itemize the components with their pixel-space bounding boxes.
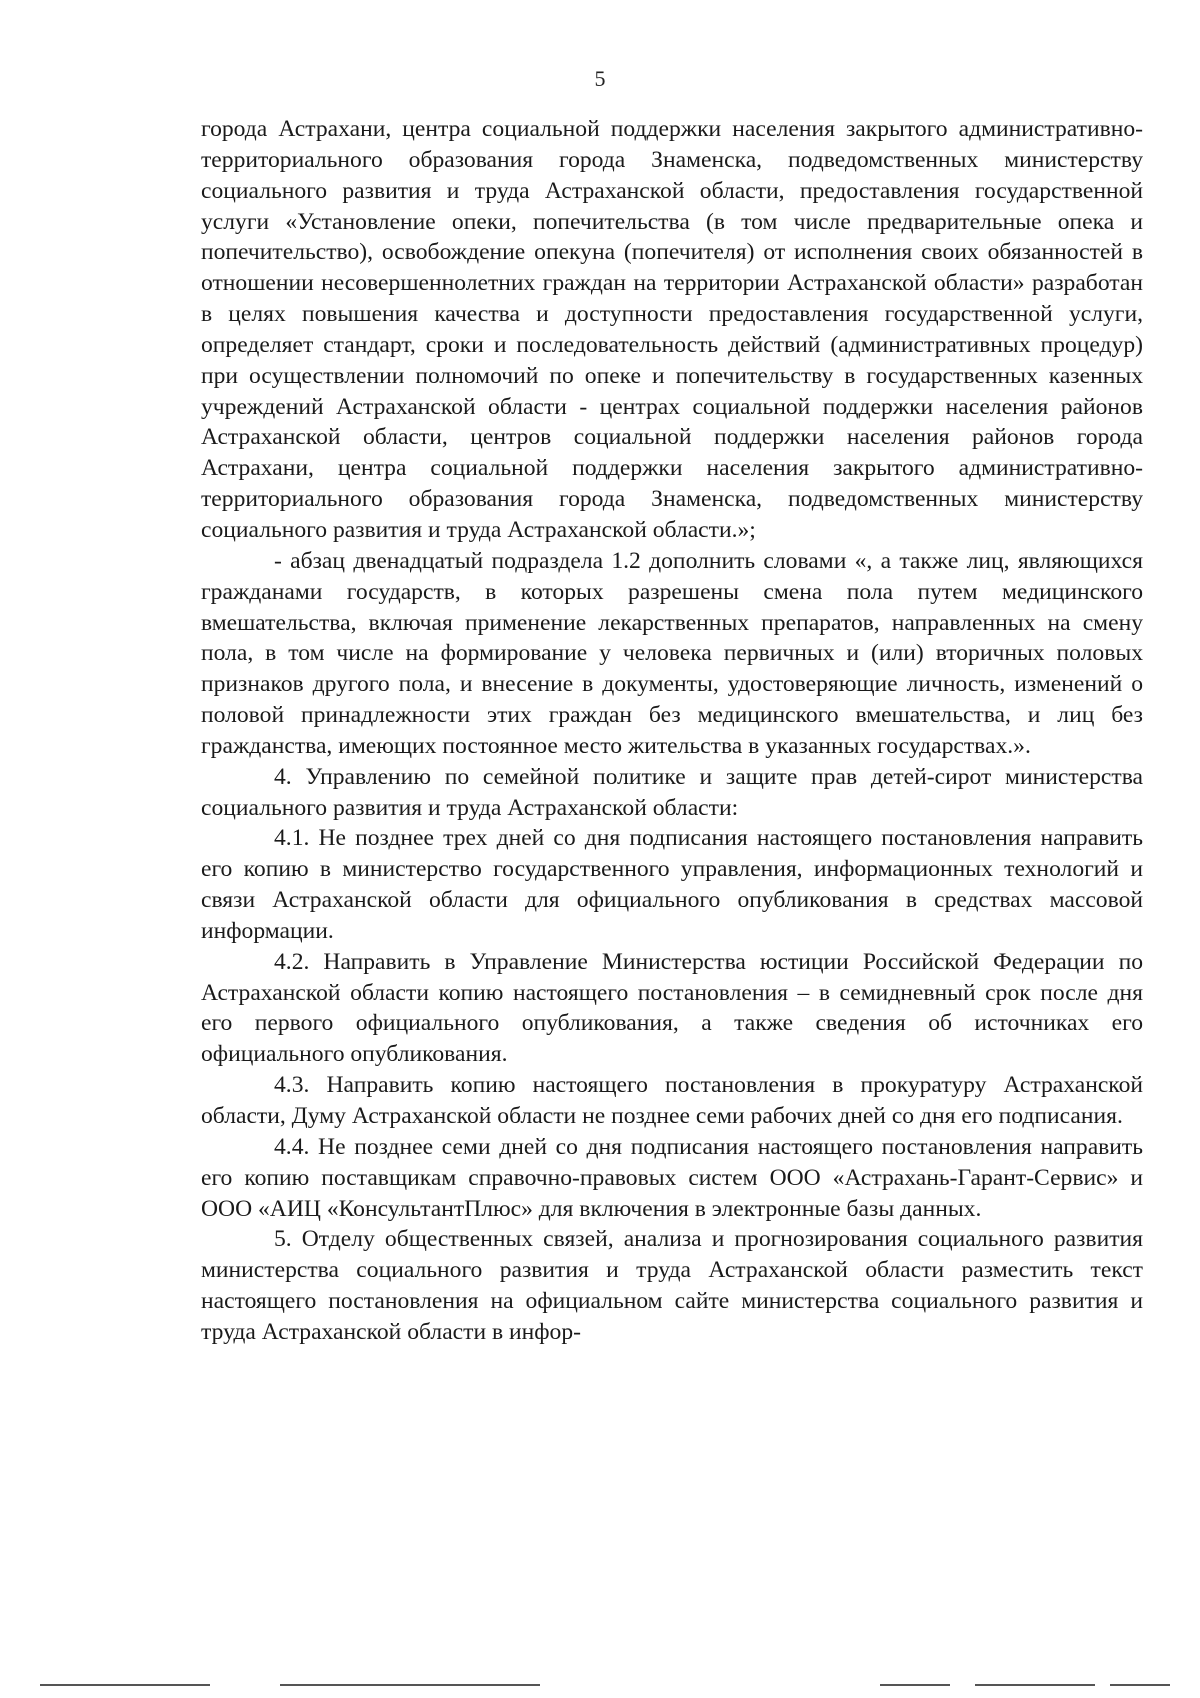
scan-edge-mark — [40, 1684, 210, 1686]
paragraph-continuation: города Астрахани, центра социальной поддержки населения закрытого административно-территориального образования города Знаменска, подведомственных министерству социального развития и труда Астраханской области, предоставления государственной услуги «Установление опеки, попечительства (в том числе предварительные опека и попечительство), освобождение опекуна (попечителя) от исполнения своих обязанностей в отношении несовершеннолетних граждан на территории Астраханской области» разработан в целях повышения качества и доступности предоставления государственной услуги, определяет стандарт, сроки и последовательность действий (административных процедур) при осуществлении полномочий по опеке и попечительству в государственных казенных учреждений Астраханской области - центрах социальной поддержки населения районов Астраханской области, центров социальной поддержки населения районов города Астрахани, центра социальной поддержки населения закрытого административно-территориального образования города Знаменска, подведомственных министерству социального развития и труда Астраханской области.»; — [201, 116, 1143, 543]
paragraph-item-4: 4. Управлению по семейной политике и защите прав детей-сирот министерства социального развития и труда Астраханской области: — [201, 763, 1143, 821]
paragraph-amendment-1-2: - абзац двенадцатый подраздела 1.2 дополнить словами «, а также лиц, являющихся гражданами государств, в которых разрешены смена пола путем медицинского вмешательства, включая применение лекарственных препаратов, направленных на смену пола, в том числе на формирование у человека первичных и (или) вторичных половых признаков другого пола, и внесение в документы, удостоверяющие личность, изменений о половой принадлежности этих граждан без медицинского вмешательства, и лиц без гражданства, имеющих постоянное место жительства в указанных государствах.». — [201, 547, 1143, 759]
paragraph-item-4-4: 4.4. Не позднее семи дней со дня подписания настоящего постановления направить его копию поставщикам справочно-правовых систем ООО «Астрахань-Гарант-Сервис» и ООО «АИЦ «КонсультантПлюс» для включения в электронные базы данных. — [201, 1133, 1143, 1222]
scan-edge-mark — [1110, 1684, 1170, 1686]
scan-edge-mark — [880, 1684, 950, 1686]
document-body — [201, 114, 1143, 1348]
scan-edge-mark — [975, 1684, 1095, 1686]
paragraph-item-4-3: 4.3. Направить копию настоящего постановления в прокуратуру Астраханской области, Думу Астраханской области не позднее семи рабочих дней со дня его подписания. — [201, 1072, 1143, 1129]
page-number: 5 — [594, 66, 606, 91]
paragraph-item-5: 5. Отделу общественных связей, анализа и прогнозирования социального развития министерства социального развития и труда Астраханской области разместить текст настоящего постановления на официальном сайте министерства социального развития и труда Астраханской области в инфор- — [201, 1226, 1143, 1345]
paragraph-item-4-1: 4.1. Не позднее трех дней со дня подписания настоящего постановления направить его копию в министерство государственного управления, информационных технологий и связи Астраханской области для официального опубликования в средствах массовой информации. — [201, 825, 1143, 944]
scan-edge-mark — [280, 1684, 540, 1686]
paragraph-item-4-2: 4.2. Направить в Управление Министерства юстиции Российской Федерации по Астраханской области копию настоящего постановления – в семидневный срок после дня его первого официального опубликования, а также сведения об источниках его официального опубликования. — [201, 948, 1143, 1068]
